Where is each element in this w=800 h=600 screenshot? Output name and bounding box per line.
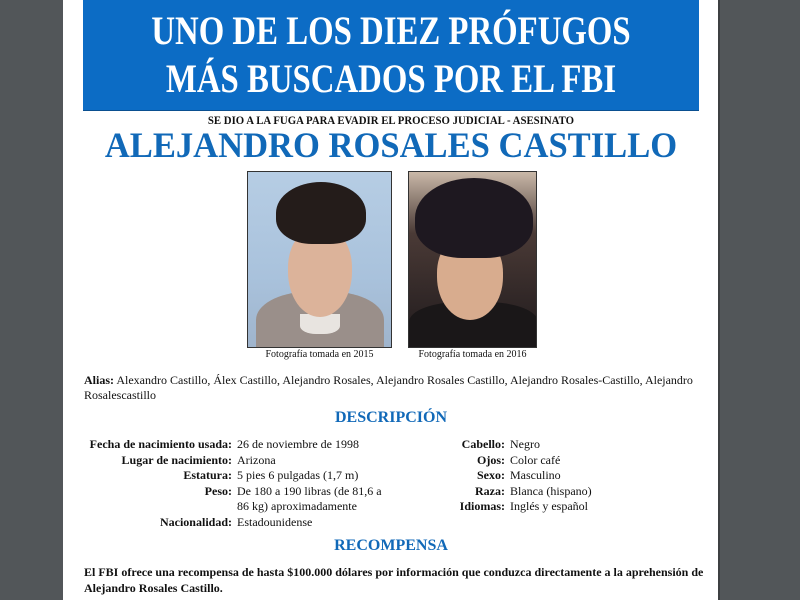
header-banner	[83, 0, 699, 111]
description-row	[403, 499, 703, 515]
languages-value: Inglés y español	[510, 499, 588, 513]
alias-paragraph	[84, 373, 704, 403]
birthplace-label: Lugar de nacimiento:	[121, 452, 232, 467]
sex-value: Masculino	[510, 468, 561, 482]
alias-value: Alexandro Castillo, Álex Castillo, Alejandro Rosales, Alejandro Rosales Castillo, Alejandro Rosales-Castillo, Alejandro Rosalescastillo	[84, 373, 693, 402]
photo-2015	[247, 171, 392, 348]
hair-label: Cabello:	[461, 437, 505, 451]
hair-value: Negro	[510, 437, 540, 451]
description-row	[403, 453, 703, 469]
weight-label: Peso:	[204, 483, 232, 498]
shirt-collar-shape	[300, 314, 340, 334]
reward-text: El FBI ofrece una recompensa de hasta $100.000 dólares por información que conduzca directamente a la aprehensión de Alejandro Rosales Castillo.	[84, 565, 704, 595]
page-edge-divider	[718, 0, 720, 600]
height-value: 5 pies 6 pulgadas (1,7 m)	[237, 468, 359, 482]
photo-2016-caption: Fotografía tomada en 2016	[418, 349, 527, 360]
photo-2015-caption: Fotografía tomada en 2015	[265, 349, 374, 360]
birthdate-value: 26 de noviembre de 1998	[237, 437, 359, 451]
nationality-value: Estadounidense	[237, 514, 313, 529]
birthdate-label: Fecha de nacimiento usada:	[89, 437, 232, 451]
description-row	[63, 437, 393, 453]
race-label: Raza:	[475, 483, 505, 498]
photo-2016	[408, 171, 537, 348]
languages-label: Idiomas:	[459, 499, 505, 513]
hair-shape	[276, 182, 366, 244]
wanted-poster-page	[63, 0, 719, 600]
height-label: Estatura:	[183, 468, 232, 482]
banner-title-line-2: MÁS BUSCADOS POR EL FBI	[165, 56, 617, 101]
description-row	[403, 468, 703, 484]
description-left-column	[63, 437, 393, 530]
banner-title-line-1: UNO DE LOS DIEZ PRÓFUGOS	[151, 8, 631, 53]
alias-label: Alias:	[84, 373, 114, 387]
race-value: Blanca (hispano)	[510, 483, 592, 498]
fugitive-name: ALEJANDRO ROSALES CASTILLO	[104, 125, 678, 165]
hair-shape	[415, 178, 533, 258]
description-heading: DESCRIPCIÓN	[334, 409, 447, 426]
nationality-label: Nacionalidad:	[159, 514, 232, 529]
reward-heading: RECOMPENSA	[334, 537, 448, 554]
description-row	[63, 453, 393, 469]
description-row	[403, 484, 703, 500]
description-row	[403, 437, 703, 453]
description-right-column	[403, 437, 703, 515]
weight-value: De 180 a 190 libras (de 81,6 a 86 kg) aproximadamente	[237, 483, 382, 513]
eyes-value: Color café	[510, 452, 561, 467]
charge-subtitle: SE DIO A LA FUGA PARA EVADIR EL PROCESO JUDICIAL - ASESINATO	[207, 113, 575, 127]
birthplace-value: Arizona	[237, 452, 276, 467]
description-row	[63, 468, 393, 484]
eyes-label: Ojos:	[477, 452, 505, 467]
description-row	[63, 484, 393, 515]
sex-label: Sexo:	[477, 468, 505, 482]
description-row	[63, 515, 393, 531]
